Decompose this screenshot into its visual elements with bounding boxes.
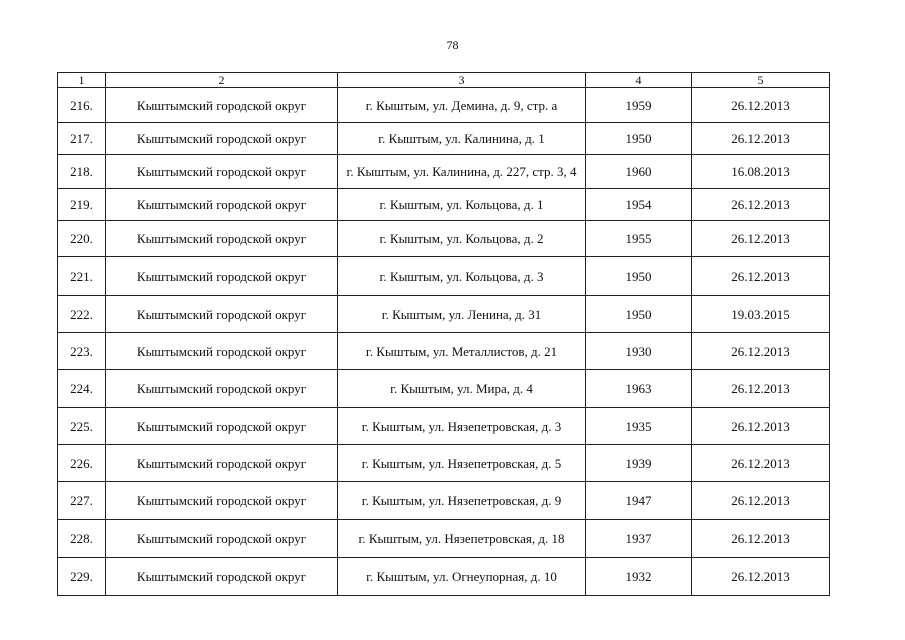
column-header: 1 (58, 73, 106, 88)
district-cell: Кыштымский городской округ (106, 445, 338, 482)
row-number: 222. (58, 296, 106, 333)
district-cell: Кыштымский городской округ (106, 88, 338, 123)
date-cell: 26.12.2013 (692, 88, 830, 123)
table-row (58, 155, 830, 189)
address-cell: г. Кыштым, ул. Мира, д. 4 (338, 370, 586, 408)
district-cell: Кыштымский городской округ (106, 257, 338, 296)
address-cell: г. Кыштым, ул. Огнеупорная, д. 10 (338, 558, 586, 596)
column-header: 2 (106, 73, 338, 88)
row-number: 220. (58, 221, 106, 257)
address-cell: г. Кыштым, ул. Демина, д. 9, стр. а (338, 88, 586, 123)
row-number: 229. (58, 558, 106, 596)
date-cell: 19.03.2015 (692, 296, 830, 333)
district-cell: Кыштымский городской округ (106, 296, 338, 333)
year-cell: 1947 (586, 482, 692, 520)
address-cell: г. Кыштым, ул. Кольцова, д. 2 (338, 221, 586, 257)
address-cell: г. Кыштым, ул. Нязепетровская, д. 18 (338, 520, 586, 558)
date-cell: 26.12.2013 (692, 333, 830, 370)
row-number: 224. (58, 370, 106, 408)
row-number: 227. (58, 482, 106, 520)
date-cell: 26.12.2013 (692, 445, 830, 482)
district-cell: Кыштымский городской округ (106, 333, 338, 370)
table-row (58, 408, 830, 445)
table-row (58, 445, 830, 482)
year-cell: 1960 (586, 155, 692, 189)
year-cell: 1935 (586, 408, 692, 445)
column-header: 4 (586, 73, 692, 88)
date-cell: 16.08.2013 (692, 155, 830, 189)
header-row (58, 73, 830, 88)
date-cell: 26.12.2013 (692, 482, 830, 520)
district-cell: Кыштымский городской округ (106, 123, 338, 155)
date-cell: 26.12.2013 (692, 189, 830, 221)
year-cell: 1950 (586, 257, 692, 296)
year-cell: 1955 (586, 221, 692, 257)
date-cell: 26.12.2013 (692, 558, 830, 596)
table-row (58, 257, 830, 296)
address-cell: г. Кыштым, ул. Ленина, д. 31 (338, 296, 586, 333)
address-cell: г. Кыштым, ул. Нязепетровская, д. 9 (338, 482, 586, 520)
district-cell: Кыштымский городской округ (106, 482, 338, 520)
date-cell: 26.12.2013 (692, 370, 830, 408)
column-header: 3 (338, 73, 586, 88)
date-cell: 26.12.2013 (692, 123, 830, 155)
year-cell: 1932 (586, 558, 692, 596)
row-number: 218. (58, 155, 106, 189)
row-number: 228. (58, 520, 106, 558)
column-header: 5 (692, 73, 830, 88)
table-row (58, 333, 830, 370)
row-number: 219. (58, 189, 106, 221)
table-row (58, 482, 830, 520)
year-cell: 1937 (586, 520, 692, 558)
year-cell: 1963 (586, 370, 692, 408)
table-body (58, 88, 830, 596)
table-row (58, 221, 830, 257)
row-number: 217. (58, 123, 106, 155)
address-cell: г. Кыштым, ул. Калинина, д. 1 (338, 123, 586, 155)
table-row (58, 296, 830, 333)
district-cell: Кыштымский городской округ (106, 155, 338, 189)
date-cell: 26.12.2013 (692, 221, 830, 257)
table-row (58, 88, 830, 123)
year-cell: 1950 (586, 296, 692, 333)
row-number: 221. (58, 257, 106, 296)
district-cell: Кыштымский городской округ (106, 189, 338, 221)
district-cell: Кыштымский городской округ (106, 558, 338, 596)
table-row (58, 123, 830, 155)
district-cell: Кыштымский городской округ (106, 221, 338, 257)
table-row (58, 558, 830, 596)
address-cell: г. Кыштым, ул. Нязепетровская, д. 3 (338, 408, 586, 445)
date-cell: 26.12.2013 (692, 408, 830, 445)
address-cell: г. Кыштым, ул. Нязепетровская, д. 5 (338, 445, 586, 482)
district-cell: Кыштымский городской округ (106, 408, 338, 445)
date-cell: 26.12.2013 (692, 257, 830, 296)
table-row (58, 520, 830, 558)
district-cell: Кыштымский городской округ (106, 520, 338, 558)
row-number: 223. (58, 333, 106, 370)
row-number: 226. (58, 445, 106, 482)
year-cell: 1954 (586, 189, 692, 221)
row-number: 216. (58, 88, 106, 123)
table-row (58, 189, 830, 221)
year-cell: 1950 (586, 123, 692, 155)
year-cell: 1939 (586, 445, 692, 482)
year-cell: 1930 (586, 333, 692, 370)
page-number: 78 (446, 38, 459, 52)
address-cell: г. Кыштым, ул. Металлистов, д. 21 (338, 333, 586, 370)
row-number: 225. (58, 408, 106, 445)
registry-table (57, 72, 830, 596)
district-cell: Кыштымский городской округ (106, 370, 338, 408)
table-row (58, 370, 830, 408)
address-cell: г. Кыштым, ул. Кольцова, д. 3 (338, 257, 586, 296)
date-cell: 26.12.2013 (692, 520, 830, 558)
address-cell: г. Кыштым, ул. Калинина, д. 227, стр. 3, 4 (338, 155, 586, 189)
address-cell: г. Кыштым, ул. Кольцова, д. 1 (338, 189, 586, 221)
year-cell: 1959 (586, 88, 692, 123)
